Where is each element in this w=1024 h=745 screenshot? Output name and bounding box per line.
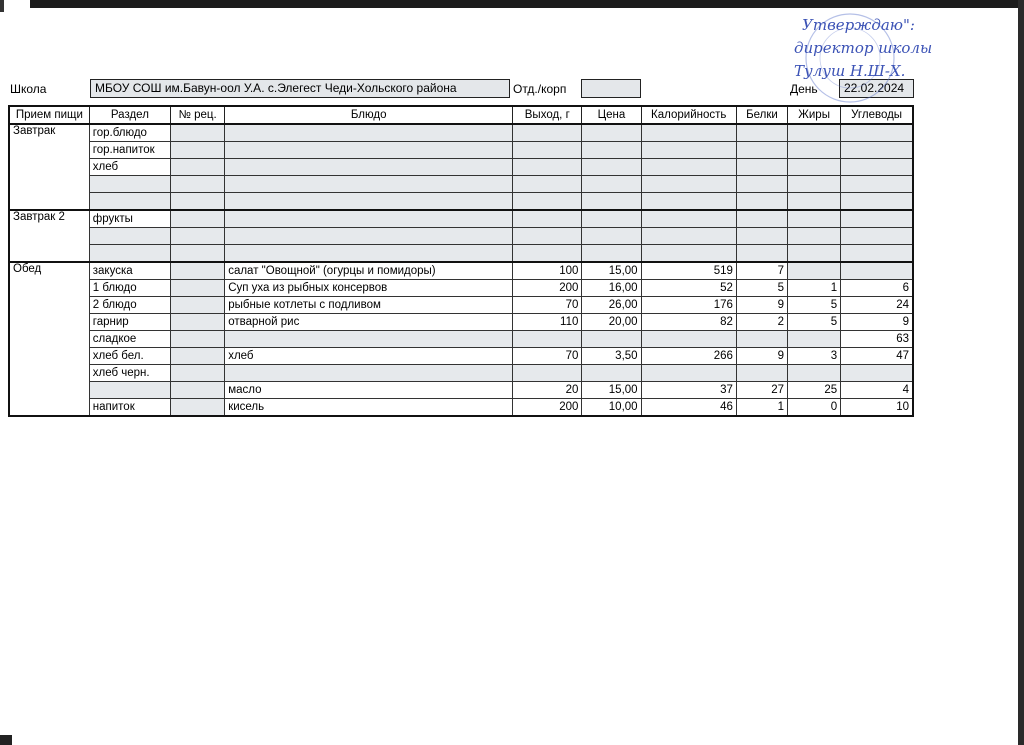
table-row (9, 142, 913, 159)
cell-section: гарнир (89, 314, 170, 331)
cell-price: 3,50 (582, 348, 641, 365)
cell-recipe (171, 193, 225, 211)
cell-protein: 7 (736, 262, 787, 280)
cell-recipe (171, 176, 225, 193)
cell-carbs (841, 159, 913, 176)
cell-dish (225, 159, 513, 176)
cell-price: 15,00 (582, 382, 641, 399)
cell-fat (788, 176, 841, 193)
cell-calories: 266 (641, 348, 736, 365)
cell-price (582, 365, 641, 382)
table-row (9, 297, 913, 314)
cell-output: 200 (513, 399, 582, 417)
col-header-meal: Прием пищи (9, 106, 89, 124)
cell-carbs: 24 (841, 297, 913, 314)
table-row (9, 262, 913, 280)
cell-dish: отварной рис (225, 314, 513, 331)
cell-fat: 25 (788, 382, 841, 399)
cell-carbs (841, 210, 913, 228)
cell-calories: 82 (641, 314, 736, 331)
cell-price: 16,00 (582, 280, 641, 297)
cell-dish (225, 210, 513, 228)
cell-dish (225, 142, 513, 159)
cell-fat (788, 210, 841, 228)
cell-recipe (171, 159, 225, 176)
cell-price: 15,00 (582, 262, 641, 280)
cell-output (513, 245, 582, 263)
cell-carbs: 63 (841, 331, 913, 348)
cell-protein: 1 (736, 399, 787, 417)
cell-recipe (171, 245, 225, 263)
cell-output: 100 (513, 262, 582, 280)
cell-fat (788, 142, 841, 159)
cell-dish: Суп уха из рыбных консервов (225, 280, 513, 297)
cell-protein: 9 (736, 348, 787, 365)
cell-calories (641, 176, 736, 193)
scan-top-edge (30, 0, 1020, 8)
cell-section: сладкое (89, 331, 170, 348)
cell-section (89, 176, 170, 193)
cell-section: гор.блюдо (89, 124, 170, 142)
cell-protein: 2 (736, 314, 787, 331)
cell-output (513, 159, 582, 176)
school-label: Школа (10, 82, 47, 96)
cell-carbs: 9 (841, 314, 913, 331)
scan-corner-mark-top (0, 0, 4, 12)
cell-recipe (171, 331, 225, 348)
cell-recipe (171, 228, 225, 245)
school-name-field: МБОУ СОШ им.Бавун-оол У.А. с.Элегест Чеди-Хольского района (90, 79, 510, 98)
cell-recipe (171, 280, 225, 297)
table-row (9, 382, 913, 399)
table-row (9, 314, 913, 331)
cell-output: 70 (513, 348, 582, 365)
table-row (9, 365, 913, 382)
cell-fat (788, 124, 841, 142)
table-row (9, 348, 913, 365)
cell-fat (788, 365, 841, 382)
cell-fat (788, 245, 841, 263)
approval-line3: Тулуш Н.Ш-Х. (794, 62, 906, 80)
table-row (9, 280, 913, 297)
cell-carbs: 10 (841, 399, 913, 417)
cell-section (89, 193, 170, 211)
table-row (9, 159, 913, 176)
cell-protein (736, 228, 787, 245)
approval-line1: Утверждаю": (802, 16, 915, 34)
cell-price (582, 331, 641, 348)
cell-recipe (171, 297, 225, 314)
dept-label: Отд./корп (513, 82, 567, 96)
cell-fat: 1 (788, 280, 841, 297)
cell-protein (736, 142, 787, 159)
col-header-protein: Белки (736, 106, 787, 124)
cell-fat: 0 (788, 399, 841, 417)
col-header-dish: Блюдо (225, 106, 513, 124)
col-header-fat: Жиры (788, 106, 841, 124)
cell-price (582, 142, 641, 159)
cell-fat: 3 (788, 348, 841, 365)
cell-calories: 37 (641, 382, 736, 399)
cell-calories: 176 (641, 297, 736, 314)
cell-recipe (171, 365, 225, 382)
cell-recipe (171, 348, 225, 365)
cell-price: 20,00 (582, 314, 641, 331)
table-header-row (9, 106, 913, 124)
menu-table (8, 105, 914, 417)
cell-output: 200 (513, 280, 582, 297)
cell-fat (788, 193, 841, 211)
cell-dish (225, 331, 513, 348)
cell-fat (788, 159, 841, 176)
cell-dish (225, 193, 513, 211)
scan-right-edge (1018, 0, 1024, 745)
cell-dish (225, 124, 513, 142)
cell-section: 1 блюдо (89, 280, 170, 297)
cell-output (513, 124, 582, 142)
cell-dish: хлеб (225, 348, 513, 365)
cell-output (513, 193, 582, 211)
cell-price: 26,00 (582, 297, 641, 314)
cell-carbs: 6 (841, 280, 913, 297)
dept-field (581, 79, 641, 98)
cell-carbs (841, 228, 913, 245)
cell-fat (788, 228, 841, 245)
approval-line2: директор школы (794, 39, 933, 57)
cell-recipe (171, 210, 225, 228)
cell-fat: 5 (788, 314, 841, 331)
cell-recipe (171, 142, 225, 159)
cell-section: закуска (89, 262, 170, 280)
cell-protein: 5 (736, 280, 787, 297)
cell-output (513, 176, 582, 193)
table-row (9, 399, 913, 417)
cell-carbs (841, 176, 913, 193)
cell-carbs (841, 142, 913, 159)
cell-fat (788, 331, 841, 348)
cell-section: напиток (89, 399, 170, 417)
col-header-calories: Калорийность (641, 106, 736, 124)
cell-calories (641, 124, 736, 142)
col-header-section: Раздел (89, 106, 170, 124)
cell-meal: Завтрак 2 (9, 210, 89, 262)
cell-dish: масло (225, 382, 513, 399)
cell-price (582, 159, 641, 176)
approval-stamp (790, 8, 990, 118)
cell-section (89, 245, 170, 263)
cell-calories (641, 365, 736, 382)
table-row (9, 210, 913, 228)
cell-carbs: 4 (841, 382, 913, 399)
cell-carbs: 47 (841, 348, 913, 365)
cell-meal: Завтрак (9, 124, 89, 210)
cell-recipe (171, 262, 225, 280)
cell-price (582, 228, 641, 245)
cell-recipe (171, 382, 225, 399)
cell-dish (225, 176, 513, 193)
cell-price (582, 124, 641, 142)
cell-calories (641, 331, 736, 348)
cell-output: 20 (513, 382, 582, 399)
cell-calories (641, 193, 736, 211)
cell-price (582, 193, 641, 211)
cell-recipe (171, 314, 225, 331)
cell-output: 110 (513, 314, 582, 331)
cell-protein (736, 331, 787, 348)
cell-protein: 9 (736, 297, 787, 314)
cell-section: хлеб черн. (89, 365, 170, 382)
cell-section: гор.напиток (89, 142, 170, 159)
cell-output (513, 331, 582, 348)
col-header-output: Выход, г (513, 106, 582, 124)
cell-carbs (841, 245, 913, 263)
cell-protein (736, 193, 787, 211)
cell-fat (788, 262, 841, 280)
col-header-price: Цена (582, 106, 641, 124)
cell-output (513, 228, 582, 245)
cell-protein (736, 210, 787, 228)
cell-protein (736, 245, 787, 263)
cell-dish (225, 365, 513, 382)
cell-dish (225, 228, 513, 245)
cell-section (89, 382, 170, 399)
cell-section: фрукты (89, 210, 170, 228)
table-row (9, 176, 913, 193)
cell-output (513, 210, 582, 228)
cell-calories (641, 159, 736, 176)
scan-corner-mark (0, 735, 12, 745)
day-label: День (790, 82, 818, 96)
cell-protein (736, 159, 787, 176)
table-row (9, 245, 913, 263)
cell-output (513, 142, 582, 159)
cell-calories: 52 (641, 280, 736, 297)
cell-calories (641, 142, 736, 159)
cell-section: хлеб (89, 159, 170, 176)
col-header-carbs: Углеводы (841, 106, 913, 124)
cell-meal: Обед (9, 262, 89, 416)
cell-carbs (841, 365, 913, 382)
cell-protein (736, 176, 787, 193)
cell-output (513, 365, 582, 382)
table-row (9, 331, 913, 348)
cell-calories (641, 245, 736, 263)
cell-price (582, 210, 641, 228)
cell-fat: 5 (788, 297, 841, 314)
cell-dish (225, 245, 513, 263)
cell-calories: 519 (641, 262, 736, 280)
cell-section: 2 блюдо (89, 297, 170, 314)
cell-calories: 46 (641, 399, 736, 417)
menu-table-body (9, 124, 913, 416)
table-row (9, 228, 913, 245)
cell-protein: 27 (736, 382, 787, 399)
cell-dish: кисель (225, 399, 513, 417)
cell-recipe (171, 399, 225, 417)
cell-price (582, 176, 641, 193)
cell-calories (641, 210, 736, 228)
table-row (9, 193, 913, 211)
cell-carbs (841, 124, 913, 142)
cell-output: 70 (513, 297, 582, 314)
table-row (9, 124, 913, 142)
date-field: 22.02.2024 (839, 79, 914, 98)
cell-price: 10,00 (582, 399, 641, 417)
cell-calories (641, 228, 736, 245)
cell-price (582, 245, 641, 263)
cell-dish: салат "Овощной" (огурцы и помидоры) (225, 262, 513, 280)
cell-carbs (841, 193, 913, 211)
col-header-recipe: № рец. (171, 106, 225, 124)
cell-protein (736, 365, 787, 382)
cell-protein (736, 124, 787, 142)
cell-section (89, 228, 170, 245)
cell-dish: рыбные котлеты с подливом (225, 297, 513, 314)
cell-section: хлеб бел. (89, 348, 170, 365)
cell-recipe (171, 124, 225, 142)
cell-carbs (841, 262, 913, 280)
